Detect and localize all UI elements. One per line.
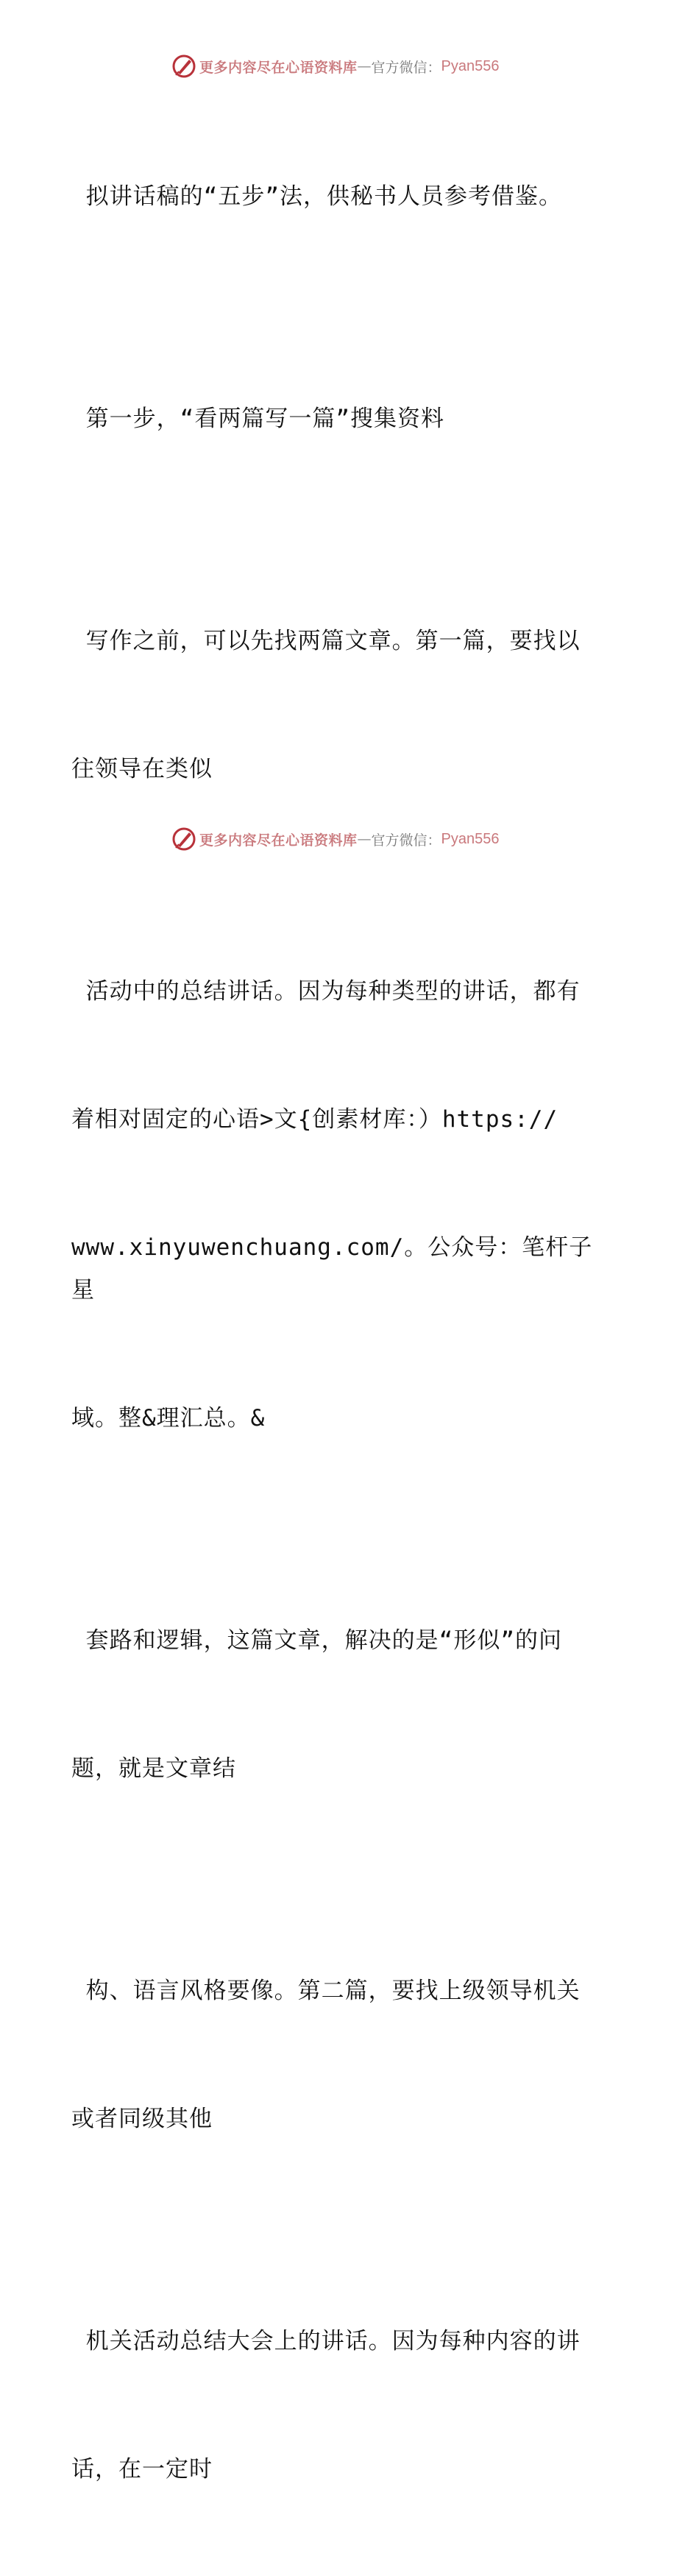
paragraph-6 <box>71 1884 616 2226</box>
text-line: 域。整&理汇总。& <box>71 1405 266 1432</box>
banner-wechat-label: 官方微信： <box>371 59 441 76</box>
text-line: 题，就是文章结 <box>71 1755 236 1782</box>
paragraph-1 <box>71 90 616 303</box>
paragraph-4 <box>71 885 616 1525</box>
banner-title: 更多内容尽在心语资料库 <box>199 832 358 849</box>
text-line: 第一步，“看两篇写一篇”搜集资料 <box>71 406 444 432</box>
footer-banner <box>171 826 500 852</box>
paragraph-5 <box>71 1534 616 1875</box>
text-line: 活动中的总结讲话。因为每种类型的讲话，都有 <box>71 978 581 1005</box>
text-line: 机关活动总结大会上的讲话。因为每种内容的讲 <box>71 2328 581 2354</box>
banner-wechat-id: Pyan556 <box>441 830 500 847</box>
banner-separator: — <box>357 58 372 74</box>
text-line: 套路和逻辑，这篇文章，解决的是“形似”的问 <box>71 1627 562 1654</box>
document-body <box>71 90 616 2576</box>
banner-wechat-label: 官方微信： <box>371 832 441 849</box>
text-line: 话，在一定时 <box>71 2456 213 2483</box>
quill-logo-icon <box>171 827 196 852</box>
header-banner <box>171 53 500 79</box>
banner-separator: — <box>357 831 372 847</box>
paragraph-7 <box>71 2234 616 2576</box>
text-line: www.xinyuwenchuang.com/。公众号：笔杆子星 <box>71 1234 593 1303</box>
text-line: 往领导在类似 <box>71 756 213 782</box>
paragraph-2 <box>71 312 616 526</box>
banner-wechat-id: Pyan556 <box>441 57 500 74</box>
banner-title: 更多内容尽在心语资料库 <box>199 59 358 76</box>
text-line: 或者同级其他 <box>71 2106 213 2132</box>
quill-logo-icon <box>171 54 196 79</box>
text-line: 着相对固定的心语>文{创素材库：）https:// <box>71 1106 558 1133</box>
text-line: 拟讲话稿的“五步”法，供秘书人员参考借鉴。 <box>71 183 562 210</box>
text-line: 写作之前，可以先找两篇文章。第一篇，要找以 <box>71 628 581 654</box>
paragraph-3 <box>71 534 616 876</box>
text-line: 构、语言风格要像。第二篇，要找上级领导机关 <box>71 1978 581 2004</box>
